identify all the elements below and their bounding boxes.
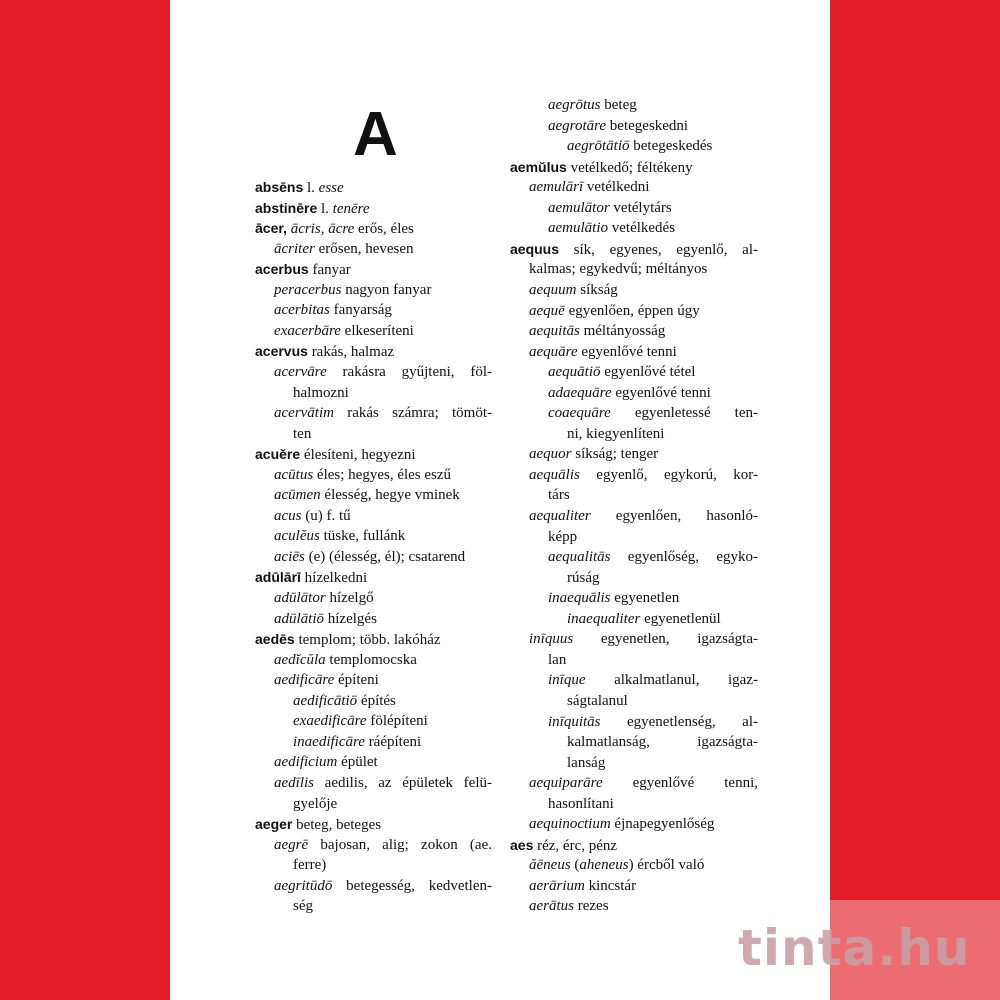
entry-line — [548, 794, 758, 814]
derived-word: aequinoctium — [529, 816, 611, 833]
entry-line — [293, 383, 492, 403]
headword-line — [255, 259, 492, 279]
headword-line — [255, 444, 492, 464]
derived-word: adaequāre — [548, 384, 612, 401]
derived-word: acervātim — [274, 405, 334, 422]
definition-text: egyenlővé tenni, — [602, 775, 758, 792]
derived-word: aedīlis — [274, 774, 314, 791]
entry-line — [567, 753, 758, 773]
entry-line — [548, 650, 758, 670]
derived-word: aegritūdō — [274, 877, 333, 894]
headword: abstinēre — [255, 199, 318, 216]
definition-text: egyenlővé tenni — [611, 384, 711, 401]
derived-word: aegrotāre — [548, 117, 607, 134]
entry-line — [548, 116, 758, 136]
definition-text: élesíteni, hegyezni — [300, 447, 416, 464]
headword: aeger — [255, 816, 293, 833]
entry-line — [529, 506, 758, 526]
derived-word: aequitās — [529, 323, 580, 340]
entry-line — [548, 362, 758, 382]
derived-word: aedificāre — [274, 672, 335, 689]
entry-line — [567, 609, 758, 629]
entry-line — [293, 855, 492, 875]
definition-text: egyenletessé ten- — [610, 405, 758, 422]
entry-line — [548, 198, 758, 218]
definition-text: fölépíteni — [366, 713, 428, 730]
derived-word: tenēre — [332, 200, 370, 217]
definition-text: betegeskedés — [629, 138, 713, 155]
definition-text: építés — [357, 692, 396, 709]
derived-word: aequalitās — [548, 549, 611, 566]
definition-text: hízelgés — [324, 610, 377, 627]
derived-word: aemulātio — [548, 220, 608, 237]
entry-line — [567, 568, 758, 588]
definition-text: kalmas; egykedvű; méltányos — [529, 261, 708, 278]
definition-text: réz, érc, pénz — [533, 837, 618, 854]
derived-word: aheneus — [579, 857, 629, 874]
derived-word: acus — [274, 507, 302, 524]
definition-text: ( — [570, 857, 580, 874]
definition-text: vetélkedés — [608, 220, 676, 237]
derived-word: aequāre — [529, 343, 578, 360]
derived-word: aegrōtātiō — [567, 138, 630, 155]
headword-line — [255, 198, 492, 218]
headword-line — [255, 218, 492, 238]
entry-line — [274, 239, 492, 259]
entry-line — [274, 752, 492, 772]
derived-word: coaequāre — [548, 405, 611, 422]
entry-line — [293, 896, 492, 916]
derived-word: inaequālis — [548, 590, 611, 607]
definition-text: egyenlőség, egyko- — [610, 549, 758, 566]
definition-text: elkeseríteni — [340, 322, 414, 339]
definition-text: egyenlő, egykorú, kor- — [579, 466, 758, 483]
definition-text: képp — [548, 528, 578, 545]
entry-line — [293, 424, 492, 444]
definition-text: (e) (élesség, él); csatarend — [304, 548, 466, 565]
entry-line — [548, 383, 758, 403]
definition-text: síkság; tenger — [571, 446, 659, 463]
definition-text: kalmatlanság, igazságta- — [567, 734, 758, 751]
derived-word: aerātus — [529, 898, 574, 915]
headword: ācer, — [255, 220, 287, 237]
derived-word: aemulārī — [529, 179, 584, 196]
derived-word: aedificātiō — [293, 692, 358, 709]
derived-word: adūlātiō — [274, 610, 325, 627]
definition-text: templom; több. lakóház — [294, 632, 441, 649]
derived-word: inīquitās — [548, 713, 601, 730]
definition-text: bajosan, alig; zokon (ae. — [308, 836, 492, 853]
entry-line — [529, 321, 758, 341]
definition-text: erősen, hevesen — [314, 240, 414, 257]
definition-text: nagyon fanyar — [341, 281, 432, 298]
headword: acuĕre — [255, 446, 301, 463]
entry-line — [274, 609, 492, 629]
definition-text: gyelője — [293, 795, 338, 812]
definition-text: l. — [303, 180, 319, 196]
entry-line — [274, 506, 492, 526]
entry-line — [529, 177, 758, 197]
definition-text: (u) f. tű — [301, 507, 351, 524]
derived-word: aequor — [529, 446, 572, 463]
definition-text: egyenetlenség, al- — [600, 713, 758, 730]
derived-word: adūlātor — [274, 590, 326, 606]
derived-word: ācris, ācre — [290, 221, 355, 238]
derived-word: ăēneus — [529, 857, 571, 874]
entry-line — [548, 403, 758, 423]
entry-line — [567, 691, 758, 711]
derived-word: aegrē — [274, 836, 309, 853]
dictionary-page — [170, 0, 830, 1000]
derived-word: aciēs — [274, 548, 305, 565]
entry-line — [548, 527, 758, 547]
headword-line — [255, 567, 492, 587]
headword: acervus — [255, 343, 308, 360]
definition-text: ség — [293, 898, 313, 915]
entry-line — [529, 814, 758, 834]
headword-line — [255, 177, 492, 197]
derived-word: inīque — [548, 672, 586, 689]
definition-text: egyenlően, hasonló- — [590, 508, 758, 524]
derived-word: aequē — [529, 302, 565, 319]
entry-line — [529, 896, 758, 916]
entry-line — [274, 835, 492, 855]
definition-text: síkság — [576, 281, 618, 298]
definition-text: rakás számra; tömöt- — [333, 405, 492, 422]
definition-text: egyenlővé tétel — [600, 364, 696, 381]
section-letter: A — [353, 100, 398, 169]
entry-line — [274, 403, 492, 423]
watermark-logo: tinta.hu — [738, 919, 971, 977]
derived-word: esse — [318, 180, 344, 196]
derived-word: acervāre — [274, 363, 327, 380]
entry-line — [274, 280, 492, 300]
definition-text: ságtalanul — [567, 692, 628, 709]
definition-text: rúság — [567, 569, 600, 586]
definition-text: beteg — [600, 97, 637, 113]
definition-text: hízelkedni — [300, 570, 368, 587]
headword-line — [510, 239, 758, 259]
headword: aemŭlus — [510, 158, 567, 175]
entry-line — [274, 588, 492, 608]
entry-line — [274, 650, 492, 670]
derived-word: exacerbāre — [274, 322, 341, 339]
derived-word: aequaliter — [529, 508, 591, 524]
definition-text: betegeskedni — [606, 117, 689, 134]
entry-line — [274, 547, 492, 567]
entry-line — [548, 547, 758, 567]
derived-word: aegrōtus — [548, 97, 601, 113]
definition-text: egyenlővé tenni — [577, 343, 677, 360]
definition-text: éles; hegyes, éles eszű — [313, 466, 452, 483]
definition-text: rakás, halmaz — [307, 344, 395, 361]
headword: adūlārī — [255, 569, 301, 586]
definition-text: lan — [548, 651, 567, 668]
definition-text: lanság — [567, 754, 606, 771]
derived-word: acūmen — [274, 487, 321, 504]
entry-line — [548, 95, 758, 115]
definition-text: kincstár — [584, 877, 637, 894]
entry-line — [529, 876, 758, 896]
entry-line — [274, 465, 492, 485]
entry-line — [529, 280, 758, 300]
headword: aedēs — [255, 631, 295, 648]
definition-text: rezes — [574, 898, 609, 915]
definition-text: vetélytárs — [609, 199, 672, 216]
headword-line — [255, 629, 492, 649]
definition-text: ten — [293, 425, 312, 442]
derived-word: aerārium — [529, 877, 585, 894]
entry-line — [293, 691, 492, 711]
derived-word: aequum — [529, 281, 577, 298]
entry-line — [529, 259, 758, 279]
entry-line — [274, 321, 492, 341]
definition-text: ráépíteni — [364, 733, 422, 750]
definition-text: élesség, hegye vminek — [320, 487, 460, 504]
definition-text: éjnapegyenlőség — [610, 816, 715, 833]
definition-text: beteg, beteges — [292, 817, 382, 834]
entry-line — [548, 218, 758, 238]
entry-line — [274, 526, 492, 546]
definition-text: egyenlően, éppen úgy — [564, 302, 700, 319]
definition-text: rakásra gyűjteni, föl- — [326, 363, 492, 380]
definition-text: vetélkedni — [583, 179, 650, 196]
definition-text: hízelgő — [325, 590, 374, 606]
headword: absēns — [255, 179, 304, 195]
entry-line — [529, 301, 758, 321]
definition-text: vetélkedő; féltékeny — [566, 159, 693, 176]
entry-line — [274, 670, 492, 690]
definition-text: épület — [337, 754, 378, 771]
entry-line — [548, 670, 758, 690]
definition-text: méltányosság — [579, 323, 666, 340]
definition-text: fanyarság — [329, 302, 392, 319]
headword-line — [510, 835, 758, 855]
entry-line — [529, 465, 758, 485]
derived-word: aemulātor — [548, 199, 610, 216]
derived-word: aequālis — [529, 466, 580, 483]
derived-word: acūtus — [274, 466, 314, 483]
definition-text: egyenetlen, igazságta- — [573, 631, 758, 648]
definition-text: ) ércből való — [628, 857, 705, 874]
entry-line — [529, 855, 758, 875]
definition-text: egyenetlen — [610, 590, 680, 607]
entry-line — [274, 485, 492, 505]
headword-line — [255, 341, 492, 361]
definition-text: fanyar — [308, 262, 351, 279]
entry-line — [567, 424, 758, 444]
entry-line — [567, 732, 758, 752]
derived-word: ācriter — [274, 240, 315, 257]
headword-line — [255, 814, 492, 834]
headword: aes — [510, 836, 534, 853]
definition-text: aedilis, az épületek felü- — [314, 774, 492, 791]
derived-word: inīquus — [529, 631, 574, 648]
entry-line — [274, 773, 492, 793]
derived-word: aedĭcŭla — [274, 651, 326, 668]
derived-word: aculĕus — [274, 528, 320, 545]
headword-line — [510, 157, 758, 177]
derived-word: inaequaliter — [567, 610, 641, 627]
definition-text: sík, egyenes, egyenlő, al- — [559, 241, 758, 258]
definition-text: egyenetlenül — [640, 610, 721, 627]
definition-text: társ — [548, 487, 570, 504]
entry-line — [529, 444, 758, 464]
entry-line — [274, 300, 492, 320]
headword: acerbus — [255, 261, 309, 278]
definition-text: erős, éles — [354, 221, 414, 238]
entry-line — [529, 773, 758, 793]
definition-text: ferre) — [293, 857, 327, 874]
entry-line — [274, 876, 492, 896]
entry-line — [529, 629, 758, 649]
entry-line — [548, 712, 758, 732]
derived-word: aedificium — [274, 754, 338, 771]
definition-text: betegesség, kedvetlen- — [332, 877, 492, 894]
entry-line — [548, 485, 758, 505]
entry-line — [567, 136, 758, 156]
definition-text: hasonlítani — [548, 795, 614, 812]
definition-text: alkalmatlanul, igaz- — [585, 672, 758, 689]
derived-word: peracerbus — [274, 281, 342, 298]
derived-word: aequiparāre — [529, 775, 603, 792]
derived-word: aequātiō — [548, 364, 601, 381]
derived-word: exaedificāre — [293, 713, 367, 730]
definition-text: halmozni — [293, 384, 349, 401]
definition-text: ni, kiegyenlíteni — [567, 425, 665, 442]
entry-line — [274, 362, 492, 382]
definition-text: templomocska — [325, 651, 417, 668]
entry-line — [293, 794, 492, 814]
definition-text: építeni — [334, 672, 379, 689]
definition-text: l. — [317, 200, 333, 217]
derived-word: acerbitas — [274, 302, 330, 319]
derived-word: inaedificāre — [293, 733, 365, 750]
definition-text: tüske, fullánk — [319, 528, 406, 545]
entry-line — [293, 732, 492, 752]
entry-line — [548, 588, 758, 608]
entry-line — [529, 342, 758, 362]
headword: aequus — [510, 240, 560, 257]
entry-line — [293, 711, 492, 731]
